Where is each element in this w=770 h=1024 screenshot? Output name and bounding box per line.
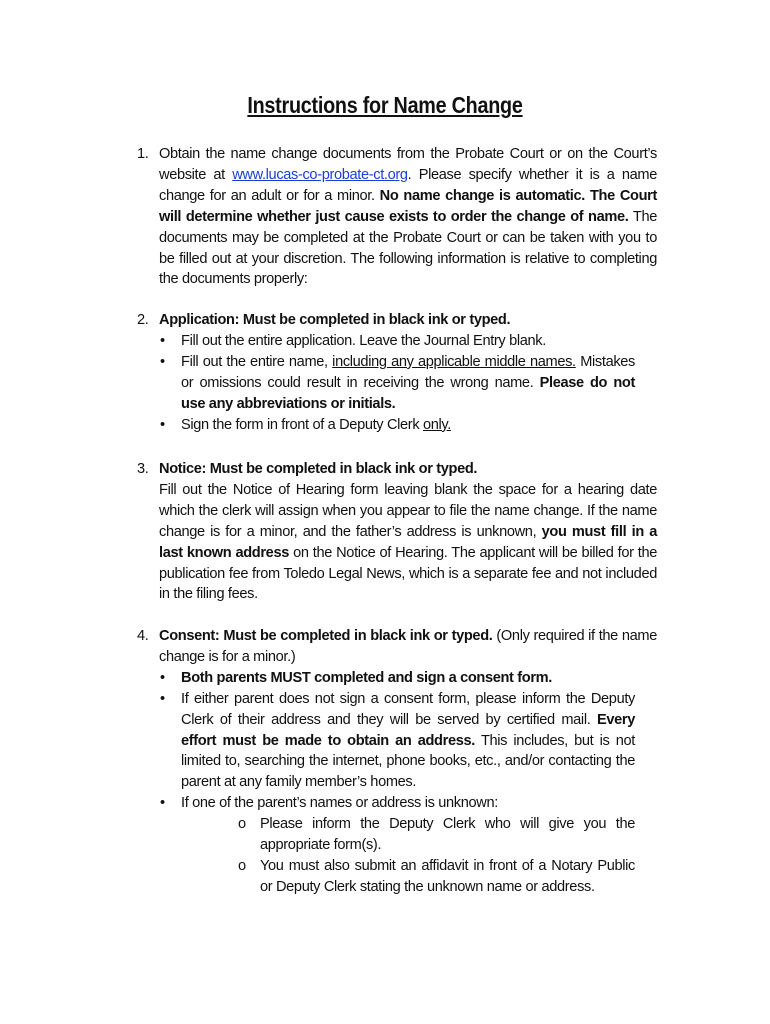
text: The documents may be completed at the Probate Court or can be taken with you to be filled out at your discretion. The following information is relative to completing the documents properly: — [159, 208, 657, 288]
text: Please inform the Deputy Clerk who will give you the appropriate form(s). — [260, 816, 635, 854]
section-number: 1. — [137, 146, 149, 162]
bullet-icon: • — [160, 795, 165, 812]
court-website-link[interactable]: www.lucas-co-probate-ct.org — [232, 166, 408, 183]
section-1 — [137, 144, 697, 290]
page-title: Instructions for Name Change — [247, 92, 523, 118]
text: (Only required if the name change is for a minor.) — [159, 628, 658, 665]
list-item — [137, 793, 635, 898]
section-2 — [137, 310, 697, 435]
text: . Please specify whether it is a name change for an adult or for a minor. — [159, 166, 657, 204]
sub-list-item — [238, 814, 635, 856]
underlined-text: only. — [422, 416, 451, 433]
text: If one of the parent’s names or address is unknown: — [181, 795, 498, 812]
bullet-icon: • — [160, 353, 165, 370]
list-item — [137, 689, 635, 794]
emphasis-text: you must fill in a last known address — [159, 523, 658, 561]
list-item — [137, 415, 635, 436]
section-number: 4. — [137, 628, 149, 644]
section-2-bullets — [137, 331, 697, 436]
text: Obtain the name change documents from the Probate Court or on the Court’s website at — [159, 146, 657, 183]
sub-list-item — [238, 856, 635, 898]
text: Mistakes or omissions could result in receiving the wrong name. — [181, 353, 635, 391]
section-4-heading: Consent: Must be completed in black ink or typed. — [159, 628, 493, 644]
text: This includes, but is not limited to, searching the internet, phone books, etc., and/or contacting the parent at any family member’s homes. — [181, 732, 635, 791]
section-number: 2. — [137, 312, 149, 328]
emphasis-text: Please do not use any abbreviations or initials. — [181, 374, 635, 412]
section-number: 3. — [137, 461, 149, 477]
bullet-icon: • — [160, 332, 165, 349]
bullet-icon: • — [160, 690, 165, 707]
emphasis-text: Every effort must be made to obtain an address. — [181, 711, 635, 749]
section-4 — [137, 626, 697, 898]
text: Fill out the Notice of Hearing form leaving blank the space for a hearing date which the clerk will assign when you appear to file the name change. If the name change is for a minor, and the father’s address is unknown, — [159, 481, 657, 540]
text: on the Notice of Hearing. The applicant will be billed for the publication fee from Toledo Legal News, which is a separate fee and not included in the filing fees. — [159, 544, 657, 603]
text: Sign the form in front of a Deputy Clerk — [181, 416, 423, 433]
text: If either parent does not sign a consent form, please inform the Deputy Clerk of their address and they will be served by certified mail. — [181, 690, 635, 728]
emphasis-text: Both parents MUST completed and sign a consent form. — [181, 669, 553, 686]
bullet-icon: • — [160, 669, 165, 686]
bullet-icon: • — [160, 416, 165, 433]
text: Fill out the entire name, — [181, 353, 333, 370]
circle-bullet-icon: o — [238, 857, 246, 874]
underlined-text: including any applicable middle names. — [332, 353, 576, 370]
list-item — [137, 352, 635, 415]
list-item — [137, 668, 635, 689]
text: Fill out the entire application. Leave the Journal Entry blank. — [181, 332, 546, 349]
section-3-heading: Notice: Must be completed in black ink or typed. — [159, 461, 478, 477]
section-1-body — [159, 144, 657, 290]
section-2-heading: Application: Must be completed in black ink or typed. — [159, 312, 511, 328]
emphasis-text: No name change is automatic. The Court will determine whether just cause exists to order the change of name. — [159, 187, 657, 225]
section-3 — [137, 459, 697, 605]
sub-list — [181, 814, 635, 898]
section-4-intro — [159, 626, 657, 668]
text: You must also submit an affidavit in front of a Notary Public or Deputy Clerk stating the unknown name or address. — [260, 857, 635, 895]
section-4-bullets — [137, 668, 697, 898]
list-item — [137, 331, 635, 352]
circle-bullet-icon: o — [238, 816, 246, 833]
section-3-body — [159, 480, 657, 605]
